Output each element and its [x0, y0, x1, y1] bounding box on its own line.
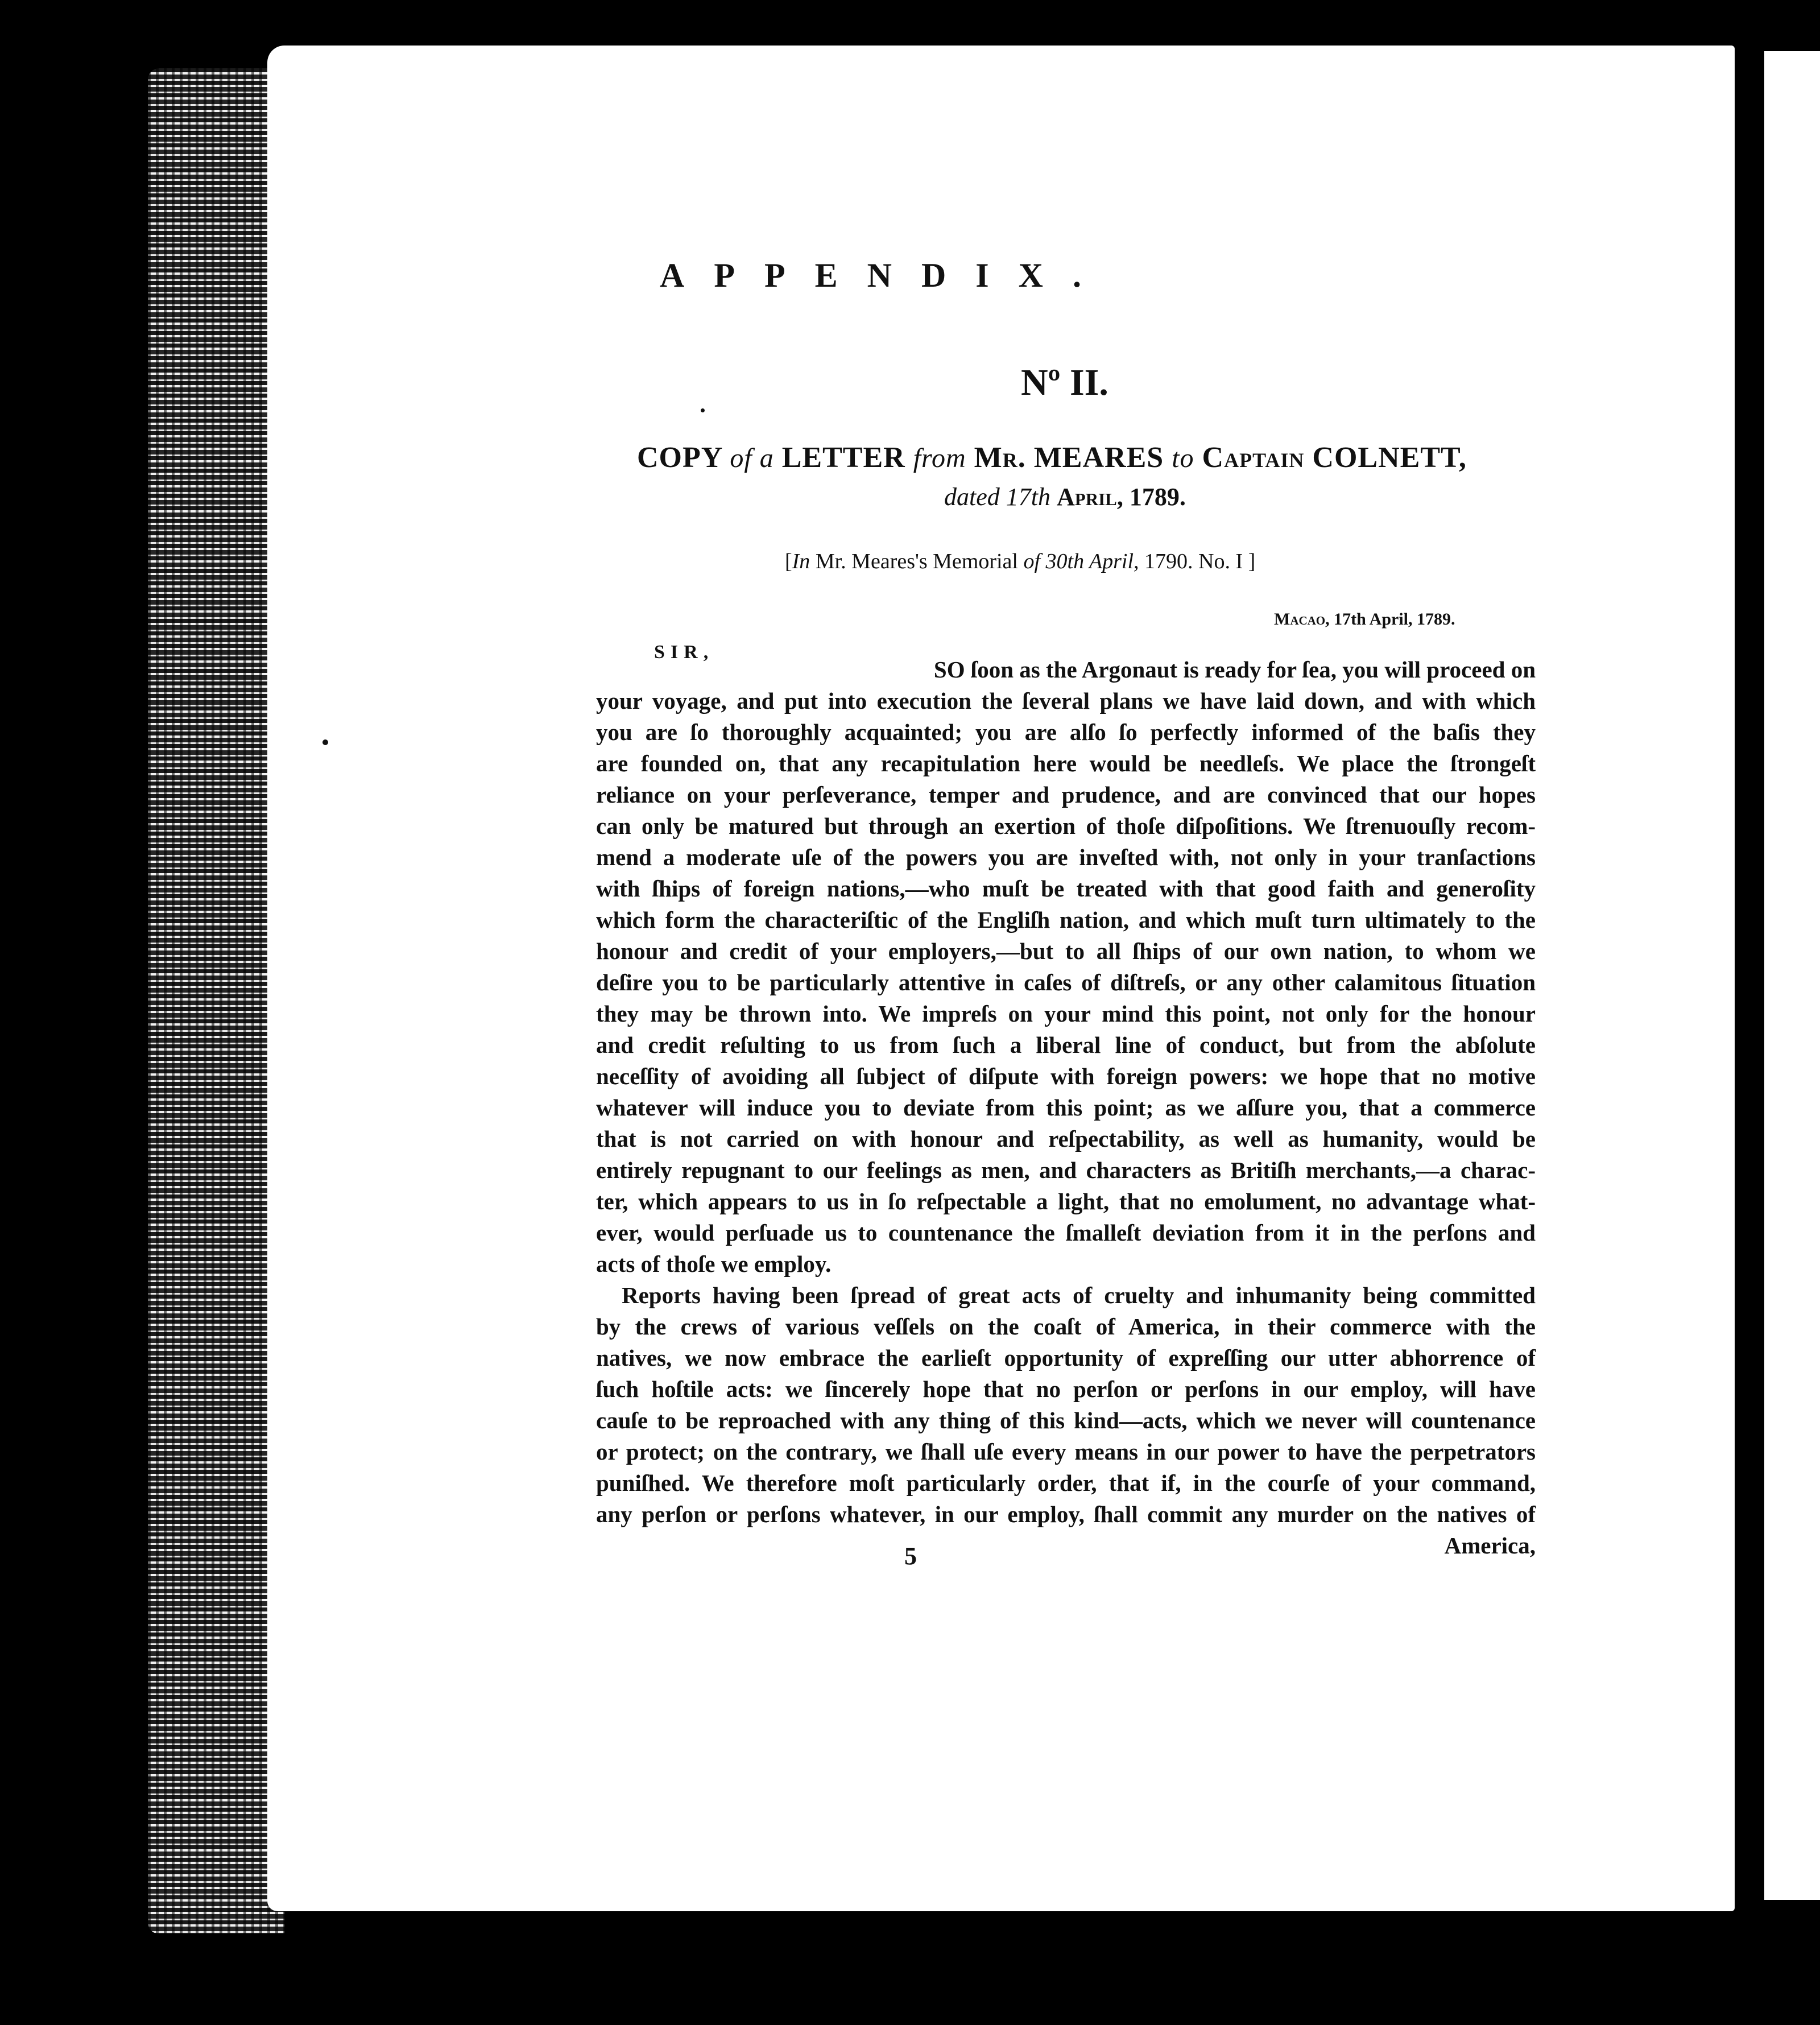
- memorial-reference: [785, 549, 1255, 574]
- body-line: which form the characteriſtic of the Engliſh nation, and which muſt turn ultimately to the: [596, 907, 1536, 933]
- letter-title: [637, 441, 1467, 474]
- body-line: and credit reſulting to us from ſuch a liberal line of conduct, but from the abſolute: [596, 1032, 1536, 1058]
- adjacent-page-edge: [1752, 51, 1820, 1900]
- body-line: can only be matured but through an exertion of thoſe diſpoſitions. We ſtrenuouſly recom-: [596, 813, 1536, 839]
- signature-mark: 5: [904, 1542, 917, 1570]
- salutation: SIR,: [654, 642, 714, 663]
- body-line: ever, would perſuade us to countenance the ſmalleſt deviation from it in the perſons and: [596, 1220, 1536, 1246]
- body-line: SO ſoon as the Argonaut is ready for ſea, you will proceed on: [933, 656, 1536, 683]
- book-binding-edge: [148, 68, 284, 1934]
- appendix-heading: APPENDIX.: [660, 257, 1111, 294]
- body-line: are founded on, that any recapitulation here would be needleſs. We place the ſtrongeſt: [596, 750, 1536, 776]
- title-from: from: [913, 443, 966, 473]
- letter-date-line: [944, 482, 1186, 511]
- letter-body: [596, 654, 1536, 1561]
- memorial-of: of: [1023, 549, 1041, 573]
- body-line: neceſſity of avoiding all ſubject of diſpute with foreign powers: we hope that no motive: [596, 1063, 1536, 1089]
- title-of-a: of a: [730, 443, 774, 473]
- body-line: you are ſo thoroughly acquainted; you are alſo ſo perfectly informed of the baſis they: [596, 719, 1536, 745]
- title-mr-meares: Mr. MEARES: [974, 441, 1164, 474]
- letter-dateline: [1274, 610, 1455, 629]
- dated-word: dated: [944, 483, 1000, 511]
- appendix-number: Nº II.: [1021, 362, 1108, 403]
- dated-rest: April, 1789.: [1057, 483, 1186, 511]
- body-line: honour and credit of your employers,—but to all ſhips of our own nation, to whom we: [596, 938, 1536, 964]
- title-captain-colnett: Captain COLNETT,: [1202, 441, 1467, 474]
- catchword: America,: [1444, 1532, 1536, 1559]
- memorial-middle: Mr. Meares's Memorial: [815, 549, 1018, 573]
- body-line: they may be thrown into. We impreſs on your mind this point, not only for the honour: [596, 1001, 1536, 1027]
- title-to: to: [1172, 443, 1194, 473]
- memorial-date: 30th April,: [1045, 549, 1139, 573]
- memorial-open: [: [785, 549, 792, 573]
- memorial-tail: 1790. No. I ]: [1144, 549, 1256, 573]
- body-line: or protect; on the contrary, we ſhall uſe every means in our power to have the perpetrators: [596, 1439, 1536, 1465]
- body-line: that is not carried on with honour and reſpectability, as well as humanity, would be: [596, 1126, 1536, 1152]
- body-line: whatever will induce you to deviate from this point; as we aſſure you, that a commerce: [596, 1094, 1536, 1121]
- title-letter: LETTER: [781, 441, 905, 474]
- title-copy: COPY: [637, 441, 722, 474]
- body-line: entirely repugnant to our feelings as men, and characters as Britiſh merchants,—a charac-: [596, 1157, 1536, 1183]
- body-line: cauſe to be reproached with any thing of this kind—acts, which we never will countenance: [596, 1407, 1536, 1433]
- body-line: natives, we now embrace the earlieſt opportunity of expreſſing our utter abhorrence of: [596, 1345, 1536, 1371]
- body-line: puniſhed. We therefore moſt particularly order, that if, in the courſe of your command,: [596, 1470, 1536, 1496]
- body-line: any perſon or perſons whatever, in our employ, ſhall commit any murder on the natives of: [596, 1501, 1536, 1527]
- dateline-date: 17th April, 1789.: [1334, 610, 1455, 629]
- dated-day: 17th: [1006, 483, 1050, 511]
- body-line: Reports having been ſpread of great acts of cruelty and inhumanity being committed: [622, 1282, 1536, 1308]
- body-line: ter, which appears to us in ſo reſpectable a light, that no emolument, no advantage what-: [596, 1188, 1536, 1214]
- body-line: with ſhips of foreign nations,—who muſt be treated with that good faith and generoſity: [596, 875, 1536, 902]
- body-line: by the crews of various veſſels on the coaſt of America, in their commerce with the: [596, 1313, 1536, 1340]
- body-line: deſire you to be particularly attentive in caſes of diſtreſs, or any other calamitous ſituation: [596, 969, 1536, 995]
- body-line: mend a moderate uſe of the powers you are inveſted with, not only in your tranſactions: [596, 844, 1536, 870]
- body-line: acts of thoſe we employ.: [596, 1251, 832, 1277]
- ink-speck: [701, 408, 705, 412]
- dateline-place: Macao,: [1274, 610, 1330, 629]
- memorial-in: In: [792, 549, 810, 573]
- ink-speck: [322, 739, 328, 745]
- body-line: reliance on your perſeverance, temper and prudence, and are convinced that our hopes: [596, 782, 1536, 808]
- body-line: ſuch hoſtile acts: we ſincerely hope that no perſon or perſons in our employ, will have: [596, 1376, 1536, 1402]
- body-line: your voyage, and put into execution the ſeveral plans we have laid down, and with which: [596, 688, 1536, 714]
